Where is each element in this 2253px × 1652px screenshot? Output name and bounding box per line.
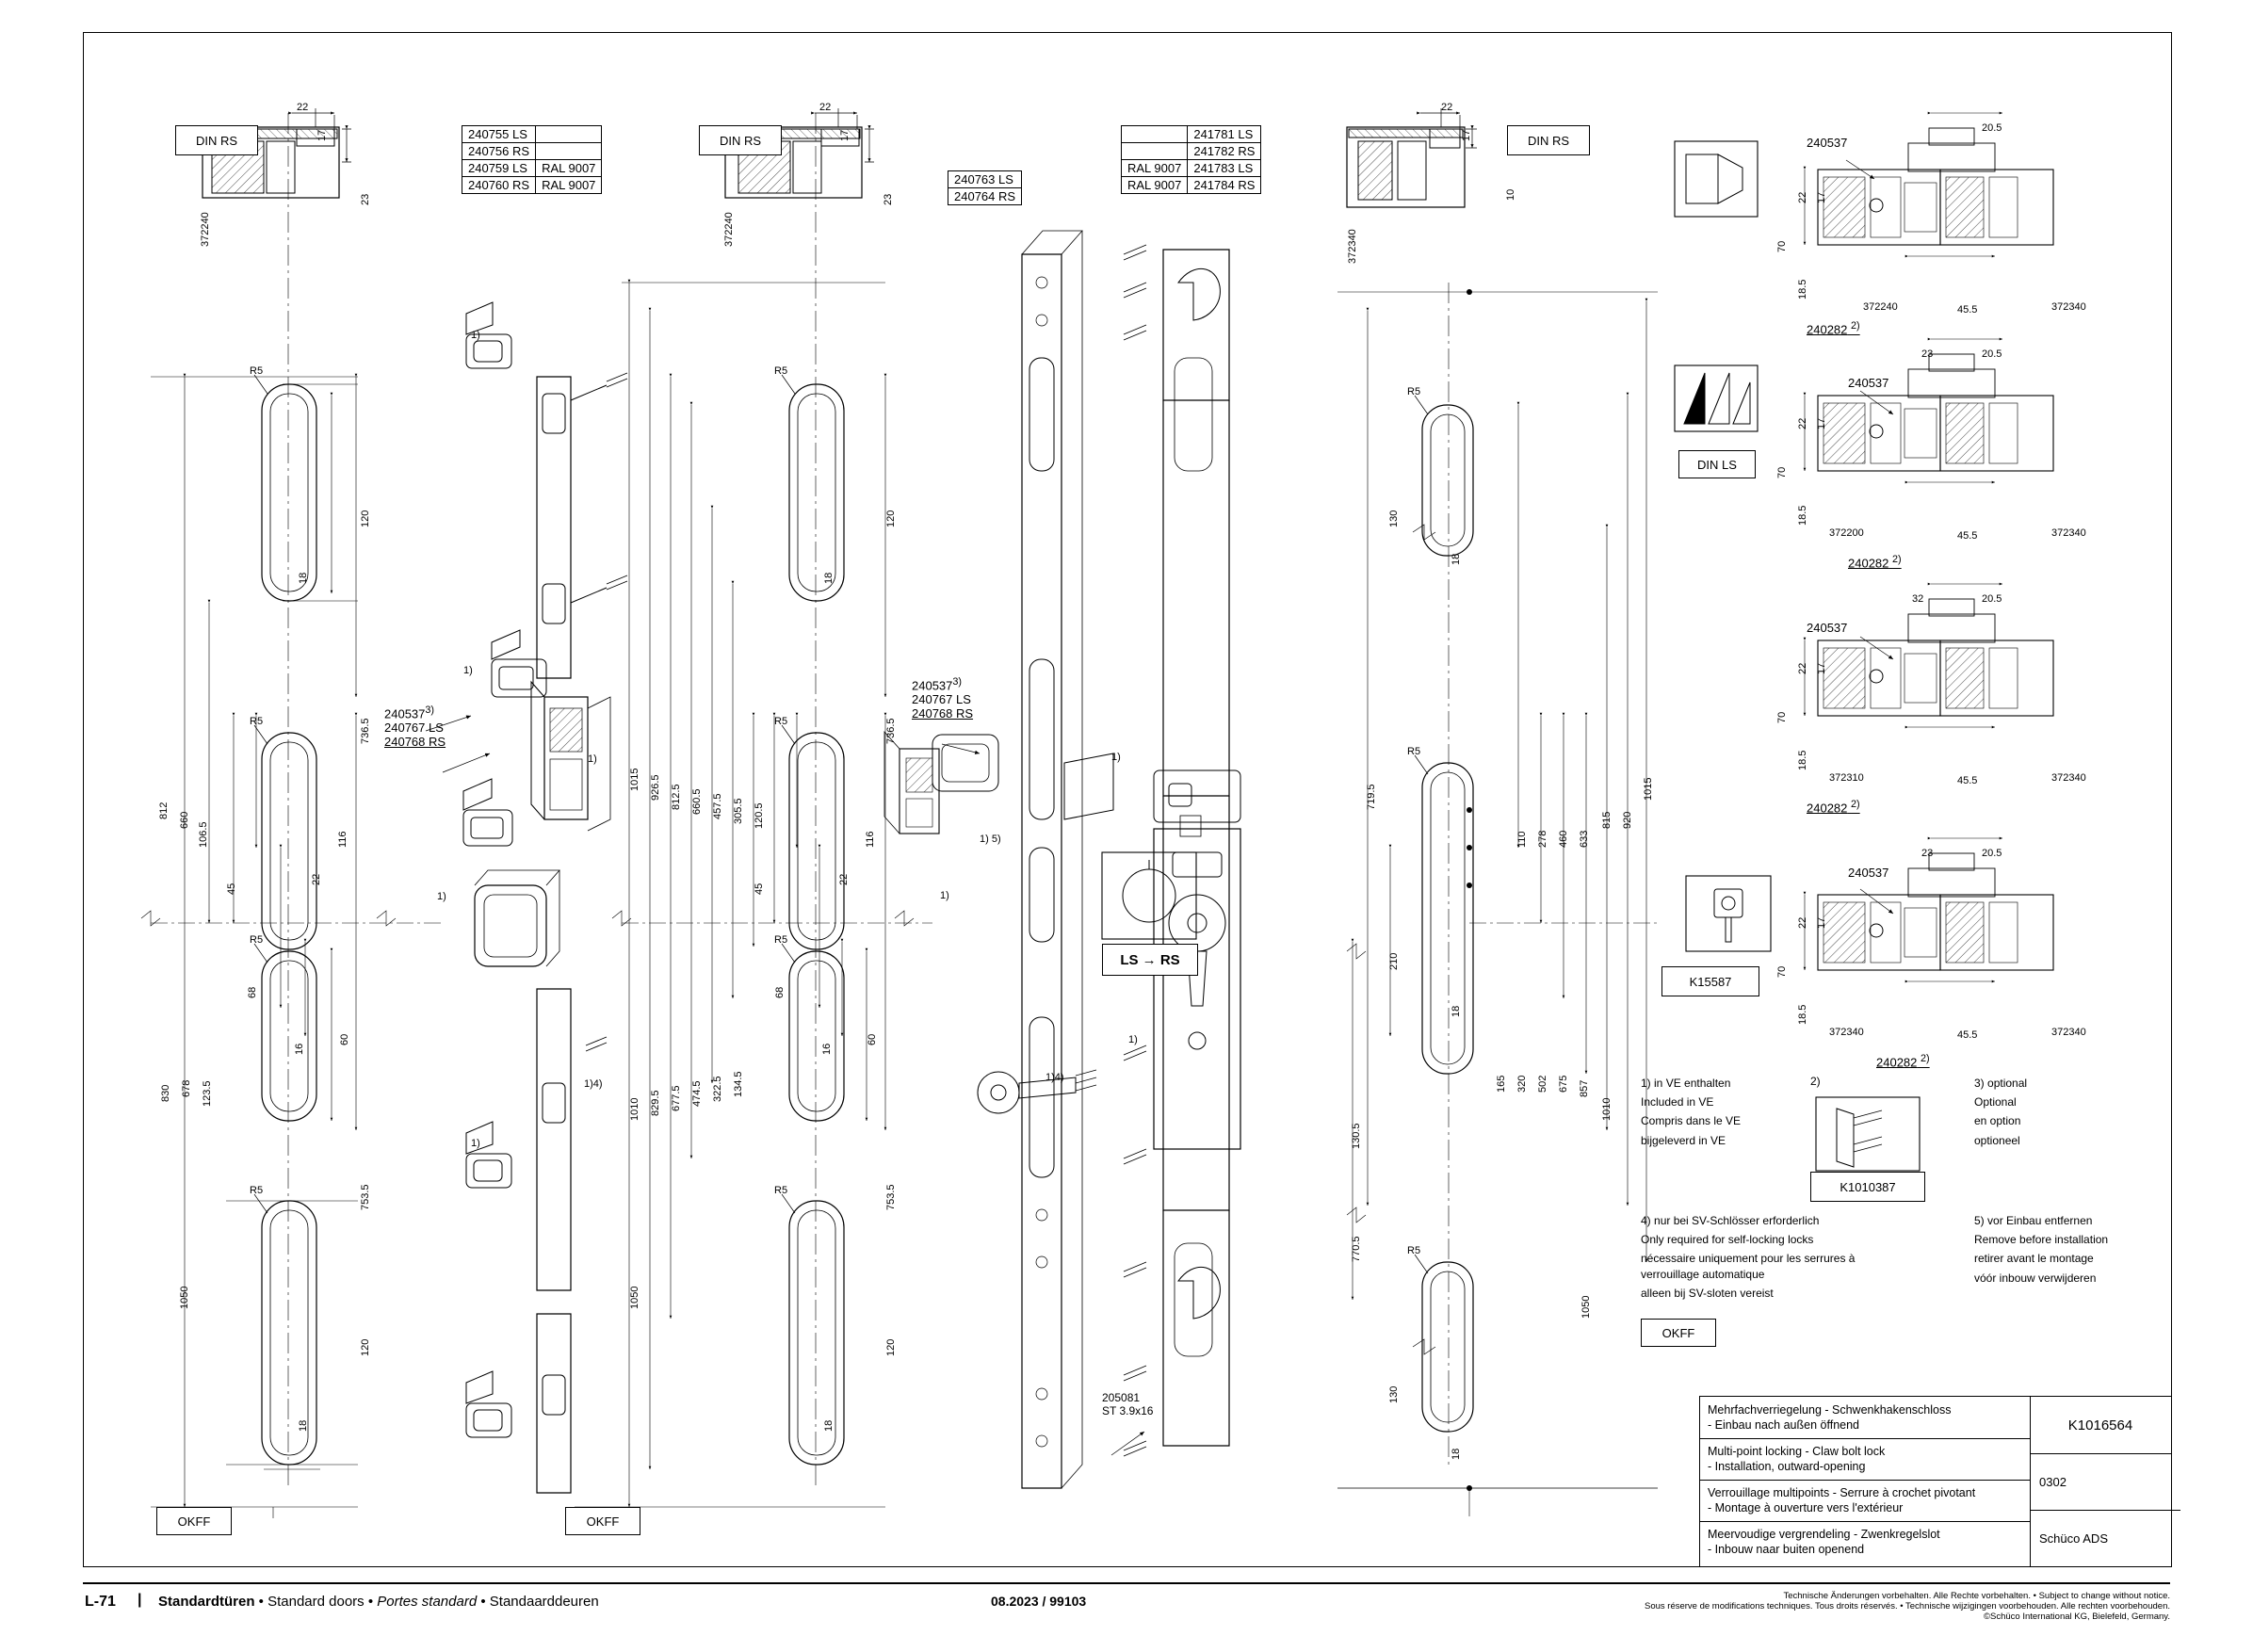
dim-1050-col5: 1050 [1580,1295,1592,1319]
article-finish [1122,126,1188,143]
ls-to-rs-label: LS → RS [1102,944,1198,976]
detail1-dim-22: 22 [1797,191,1808,203]
dim-920: 920 [1622,811,1633,829]
dim-120-top: 120 [360,510,371,527]
footer-title-en: Standard doors [267,1594,365,1610]
dim-278: 278 [1537,830,1548,848]
din-ls-label: DIN LS [1678,450,1756,478]
detail-label-240282-3: 240282 $^{2)}$ [1807,799,1860,816]
dim-678: 678 [181,1079,192,1097]
part-code: 240767 LS [384,721,444,736]
dim-23-a: 23 [360,193,371,205]
radius-r5-2: R5 [250,716,264,727]
dim-120-col2-top: 120 [885,510,897,527]
note-marker-1a: 1) [471,330,480,341]
dim-60-col2: 60 [867,1033,878,1045]
title-en-2: - Installation, outward-opening [1708,1460,1866,1474]
detail3-prof-left: 372310 [1829,772,1864,784]
dim-18-top: 18 [298,572,309,584]
note-marker-1i: 1) [940,890,949,901]
radius-r5-11: R5 [1407,1245,1421,1256]
note-marker-1e: 1) [588,753,597,765]
note-marker-1f: 1)4) [584,1078,603,1090]
note-text-fr: en option [1974,1114,2021,1128]
dim-457-5: 457.5 [712,793,723,819]
dim-22-b: 22 [819,102,832,113]
detail1-prof-right: 372340 [2051,301,2086,313]
title-en-1: Multi-point locking - Claw bolt lock [1708,1445,1886,1458]
dim-68: 68 [247,986,258,998]
part-ref-a [384,705,446,750]
radius-r5-3: R5 [250,934,264,946]
note-text-de: optional [1987,1077,2028,1090]
part-code: 240768 RS [384,735,446,750]
note-text-nl: optioneel [1974,1133,2020,1147]
article-code: 240764 RS [948,188,1022,205]
detail1-dim-18-5: 18.5 [1797,279,1808,300]
dim-130-bot: 130 [1388,1385,1400,1403]
part-code: 240768 RS [912,706,974,721]
legend-note-1 [1641,1076,1741,1148]
dim-1010: 1010 [629,1097,640,1121]
note-marker-1d: 1) [471,1138,480,1149]
detail4-dim-23: 23 [1921,848,1934,859]
dim-1050-1: 1050 [179,1286,190,1309]
disclaimer-line-1: Technische Änderungen vorbehalten. Alle Rechte vorbehalten. • Subject to change without notice. [1783,1591,2170,1601]
note-marker-1h: 1) 5) [980,834,1001,845]
dim-660-5: 660.5 [691,788,703,815]
dim-829-5: 829.5 [650,1090,661,1116]
dim-16-col2: 16 [821,1043,833,1055]
dim-1015: 1015 [629,768,640,791]
dim-812: 812 [158,802,170,819]
article-code: 241783 LS [1188,160,1261,177]
note-text-de: nur bei SV-Schlösser erforderlich [1654,1214,1820,1227]
footer-title-nl: Standaarddeuren [489,1594,599,1610]
article-code: 240763 LS [948,171,1022,188]
note-marker-2: 2) [1810,1075,1821,1088]
dim-130-top: 130 [1388,510,1400,527]
note-marker: 3) [1974,1077,1985,1090]
detail1-prof-left: 372240 [1863,301,1898,313]
title-de-1: Mehrfachverriegelung - Schwenkhakenschloss [1708,1403,1952,1417]
dim-1015-col5: 1015 [1643,777,1654,801]
footer-date: 08.2023 / 99103 [991,1594,1087,1609]
dim-120-5: 120.5 [754,802,765,829]
dim-633: 633 [1579,830,1590,848]
article-code: 241781 LS [1188,126,1261,143]
detail4-dim-20-5: 20.5 [1982,848,2002,859]
detail3-dim-70: 70 [1776,711,1788,723]
dim-305-5: 305.5 [733,798,744,824]
detail4-dim-70: 70 [1776,965,1788,978]
detail1-dim-20-5: 20.5 [1982,122,2002,134]
dim-18-col5-mid: 18 [1451,1005,1462,1017]
dim-17-c: 17 [1461,129,1472,141]
dim-719-5: 719.5 [1366,784,1377,810]
radius-r5-7: R5 [774,934,788,946]
note-marker: 3) [425,705,435,716]
detail3-dim-32: 32 [1912,593,1924,605]
dim-502: 502 [1537,1075,1548,1093]
detail4-prof-left: 372340 [1829,1027,1864,1038]
detail1-dim-45-5: 45.5 [1957,304,1978,316]
note-marker: 4) [1641,1214,1651,1227]
detail2-dim-23: 23 [1921,348,1934,360]
revision-number: 0302 [2039,1474,2067,1489]
dim-10-c: 10 [1505,188,1516,201]
radius-r5-9: R5 [1407,386,1421,397]
dim-660: 660 [179,811,190,829]
dim-320: 320 [1516,1075,1528,1093]
detail3-dim-18-5: 18.5 [1797,750,1808,770]
disclaimer-line-2: Sous réserve de modifications techniques. Tous droits réservés. • Technische wijzigingen voorbehouden. Alle rechten voorbehouden. [1644,1600,2170,1612]
detail1-dim-70: 70 [1776,240,1788,252]
article-table-group1 [462,125,602,194]
dim-210: 210 [1388,952,1400,970]
dim-22-col2: 22 [838,873,850,885]
dim-116-col2: 116 [865,831,876,848]
detail4-dim-18-5: 18.5 [1797,1004,1808,1025]
detail3-dim-20-5: 20.5 [1982,593,2002,605]
dim-18-col5-bot: 18 [1451,1448,1462,1460]
detail3-prof-right: 372340 [2051,772,2086,784]
detail2-prof-left: 372200 [1829,527,1864,539]
drawing-number: K1016564 [2067,1417,2133,1433]
radius-r5-6: R5 [774,716,788,727]
detail4-dim-22: 22 [1797,916,1808,929]
radius-r5-5: R5 [774,365,788,377]
article-finish: RAL 9007 [1122,177,1188,194]
footer-disclaimer [1629,1592,2170,1623]
dim-120-bot: 120 [360,1338,371,1356]
detail4-prof-right: 372340 [2051,1027,2086,1038]
legend-note-4 [1641,1213,1855,1301]
note-text-en: Optional [1974,1095,2017,1109]
dim-474-5: 474.5 [691,1080,703,1107]
detail2-dim-20-5: 20.5 [1982,348,2002,360]
system-name: Schüco ADS [2039,1531,2108,1546]
page-code: L-71 [85,1594,116,1610]
dim-17-b: 17 [839,129,851,141]
article-code: 240759 LS [462,160,536,177]
footer-separator: | [138,1592,142,1608]
detail-label-240537-4: 240537 [1848,866,1889,880]
article-finish: RAL 9007 [1122,160,1188,177]
note-text-nl: bijgeleverd in VE [1641,1133,1726,1147]
dim-18-col2-top: 18 [823,572,835,584]
note-text-en: Only required for self-locking locks [1641,1233,1814,1247]
dim-120-col2-bot: 120 [885,1338,897,1356]
dim-736-5: 736.5 [360,718,371,744]
dim-165: 165 [1496,1075,1507,1093]
dim-110: 110 [1516,831,1528,848]
detail3-dim-45-5: 45.5 [1957,775,1978,786]
note-text-fr: retirer avant le montage [1974,1252,2094,1266]
article-table-group3 [1121,125,1261,194]
detail4-dim-17: 17 [1816,916,1827,929]
radius-r5-1: R5 [250,365,264,377]
dim-116: 116 [337,831,348,848]
dim-23-b: 23 [883,193,894,205]
detail-label-240282-4: 240282 $^{2)}$ [1876,1053,1930,1070]
detail3-dim-22: 22 [1797,662,1808,674]
legend-note-5 [1974,1213,2108,1286]
dim-68-col2: 68 [774,986,786,998]
dim-736-5-col2: 736.5 [885,718,897,744]
title-nl-1: Meervoudige vergrendeling - Zwenkregelslot [1708,1528,1940,1541]
detail-label-240537-2: 240537 [1848,376,1889,390]
dim-22-col1: 22 [311,873,322,885]
footer-divider [83,1582,2170,1584]
dim-18-col5-top: 18 [1451,553,1462,565]
okff-label-3: OKFF [1641,1319,1716,1347]
screw-spec: ST 3.9x16 [1102,1403,1154,1417]
din-rs-label-3: DIN RS [1507,125,1590,155]
article-code: 241784 RS [1188,177,1261,194]
note-text-nl: vóór inbouw verwijderen [1974,1271,2097,1285]
dim-17-a: 17 [316,129,328,141]
article-finish [1122,143,1188,160]
article-code: 240756 RS [462,143,536,160]
dim-1010-col5: 1010 [1601,1097,1613,1121]
footer-title-de: Standardtüren [158,1594,255,1610]
dim-60: 60 [339,1033,350,1045]
dim-677-5: 677.5 [671,1085,682,1111]
detail1-dim-17: 17 [1816,191,1827,203]
article-finish [536,126,602,143]
radius-r5-10: R5 [1407,746,1421,757]
note-marker: 3) [952,676,963,688]
article-code: 241782 RS [1188,143,1261,160]
note-marker-1c: 1) [437,891,446,902]
note-text-fr: nécessaire uniquement pour les serrures à [1641,1252,1856,1266]
detail2-prof-right: 372340 [2051,527,2086,539]
note-marker: 1) [1641,1077,1651,1090]
note-text-fr2: verrouillage automatique [1641,1267,1765,1281]
detail-label-240282-1: 240282 $^{2)}$ [1807,320,1860,337]
din-rs-label-2: DIN RS [699,125,782,155]
dim-926-5: 926.5 [650,774,661,801]
okff-label-2: OKFF [565,1507,640,1535]
detail-label-240282-2: 240282 $^{2)}$ [1848,554,1902,571]
dim-123-5: 123.5 [202,1080,213,1107]
article-table-group2 [948,170,1022,205]
k15587-label: K15587 [1661,966,1759,996]
profile-code-3: 372340 [1347,229,1358,264]
dim-22-a: 22 [297,102,309,113]
dim-460: 460 [1558,830,1569,848]
title-nl-2: - Inbouw naar buiten openend [1708,1543,1865,1557]
legend-note-3 [1974,1076,2027,1148]
dim-1050-col2: 1050 [629,1286,640,1309]
article-code: 240760 RS [462,177,536,194]
detail4-dim-45-5: 45.5 [1957,1029,1978,1041]
part-ref-b [912,676,973,721]
din-rs-label-1: DIN RS [175,125,258,155]
dim-830: 830 [160,1084,171,1102]
detail2-dim-22: 22 [1797,417,1808,429]
detail2-dim-18-5: 18.5 [1797,505,1808,526]
dim-106-5: 106.5 [198,821,209,848]
note-marker-1b: 1) [463,665,473,676]
detail2-dim-17: 17 [1816,417,1827,429]
radius-r5-4: R5 [250,1185,264,1196]
detail2-dim-70: 70 [1776,466,1788,478]
dim-753-5: 753.5 [360,1184,371,1210]
radius-r5-8: R5 [774,1185,788,1196]
note-text-en: Included in VE [1641,1095,1714,1109]
dim-18-col2-bot: 18 [823,1419,835,1432]
title-fr-1: Verrouillage multipoints - Serrure à crochet pivotant [1708,1486,1976,1499]
note-marker: 5) [1974,1214,1985,1227]
article-finish: RAL 9007 [536,177,602,194]
screw-callout [1102,1392,1153,1418]
disclaimer-line-3: ©Schüco International KG, Bielefeld, Germany. [1984,1611,2170,1622]
title-fr-2: - Montage à ouverture vers l'extérieur [1708,1501,1904,1515]
title-block [1699,1396,2172,1567]
dim-322-5: 322.5 [712,1076,723,1102]
note-text-en: Remove before installation [1974,1233,2109,1247]
dim-815: 815 [1601,811,1613,829]
screw-code: 205081 [1102,1391,1141,1404]
dim-45: 45 [226,883,237,895]
title-de-2: - Einbau nach außen öffnend [1708,1418,1860,1433]
footer-title: Standardtüren • Standard doors • Portes standard • Standaarddeuren [158,1594,599,1610]
part-code: 240537 [912,678,953,693]
article-code: 240755 LS [462,126,536,143]
profile-code-2: 372240 [723,212,735,247]
note-text-fr: Compris dans le VE [1641,1114,1742,1128]
dim-16: 16 [294,1043,305,1055]
footer-title-fr: Portes standard [377,1594,478,1610]
dim-134-5: 134.5 [733,1071,744,1097]
part-code: 240537 [384,706,426,721]
dim-18-bot: 18 [298,1419,309,1432]
note-text-de: vor Einbau entfernen [1987,1214,2093,1227]
note-text-nl: alleen bij SV-sloten vereist [1641,1286,1774,1300]
dim-675: 675 [1558,1075,1569,1093]
note-marker-1g: 1) [1111,752,1121,763]
okff-label-1: OKFF [156,1507,232,1535]
dim-753-5-col2: 753.5 [885,1184,897,1210]
dim-45-col2: 45 [754,883,765,895]
detail-label-240537-1: 240537 [1807,136,1848,150]
article-finish [536,143,602,160]
dim-770-5: 770.5 [1351,1236,1362,1262]
dim-857: 857 [1579,1079,1590,1097]
note-marker-1k: 1)4) [1045,1072,1064,1083]
dim-812-5: 812.5 [671,784,682,810]
profile-code-1: 372240 [200,212,211,247]
note-marker-1j: 1) [1128,1034,1138,1045]
dim-130-5: 130.5 [1351,1123,1362,1149]
dim-22-c: 22 [1441,102,1453,113]
detail3-dim-17: 17 [1816,662,1827,674]
note-text-de: in VE enthalten [1654,1077,1731,1090]
part-code: 240767 LS [912,692,971,707]
detail-label-240537-3: 240537 [1807,621,1848,635]
article-finish: RAL 9007 [536,160,602,177]
detail2-dim-45-5: 45.5 [1957,530,1978,542]
k1010387-label: K1010387 [1810,1172,1925,1202]
